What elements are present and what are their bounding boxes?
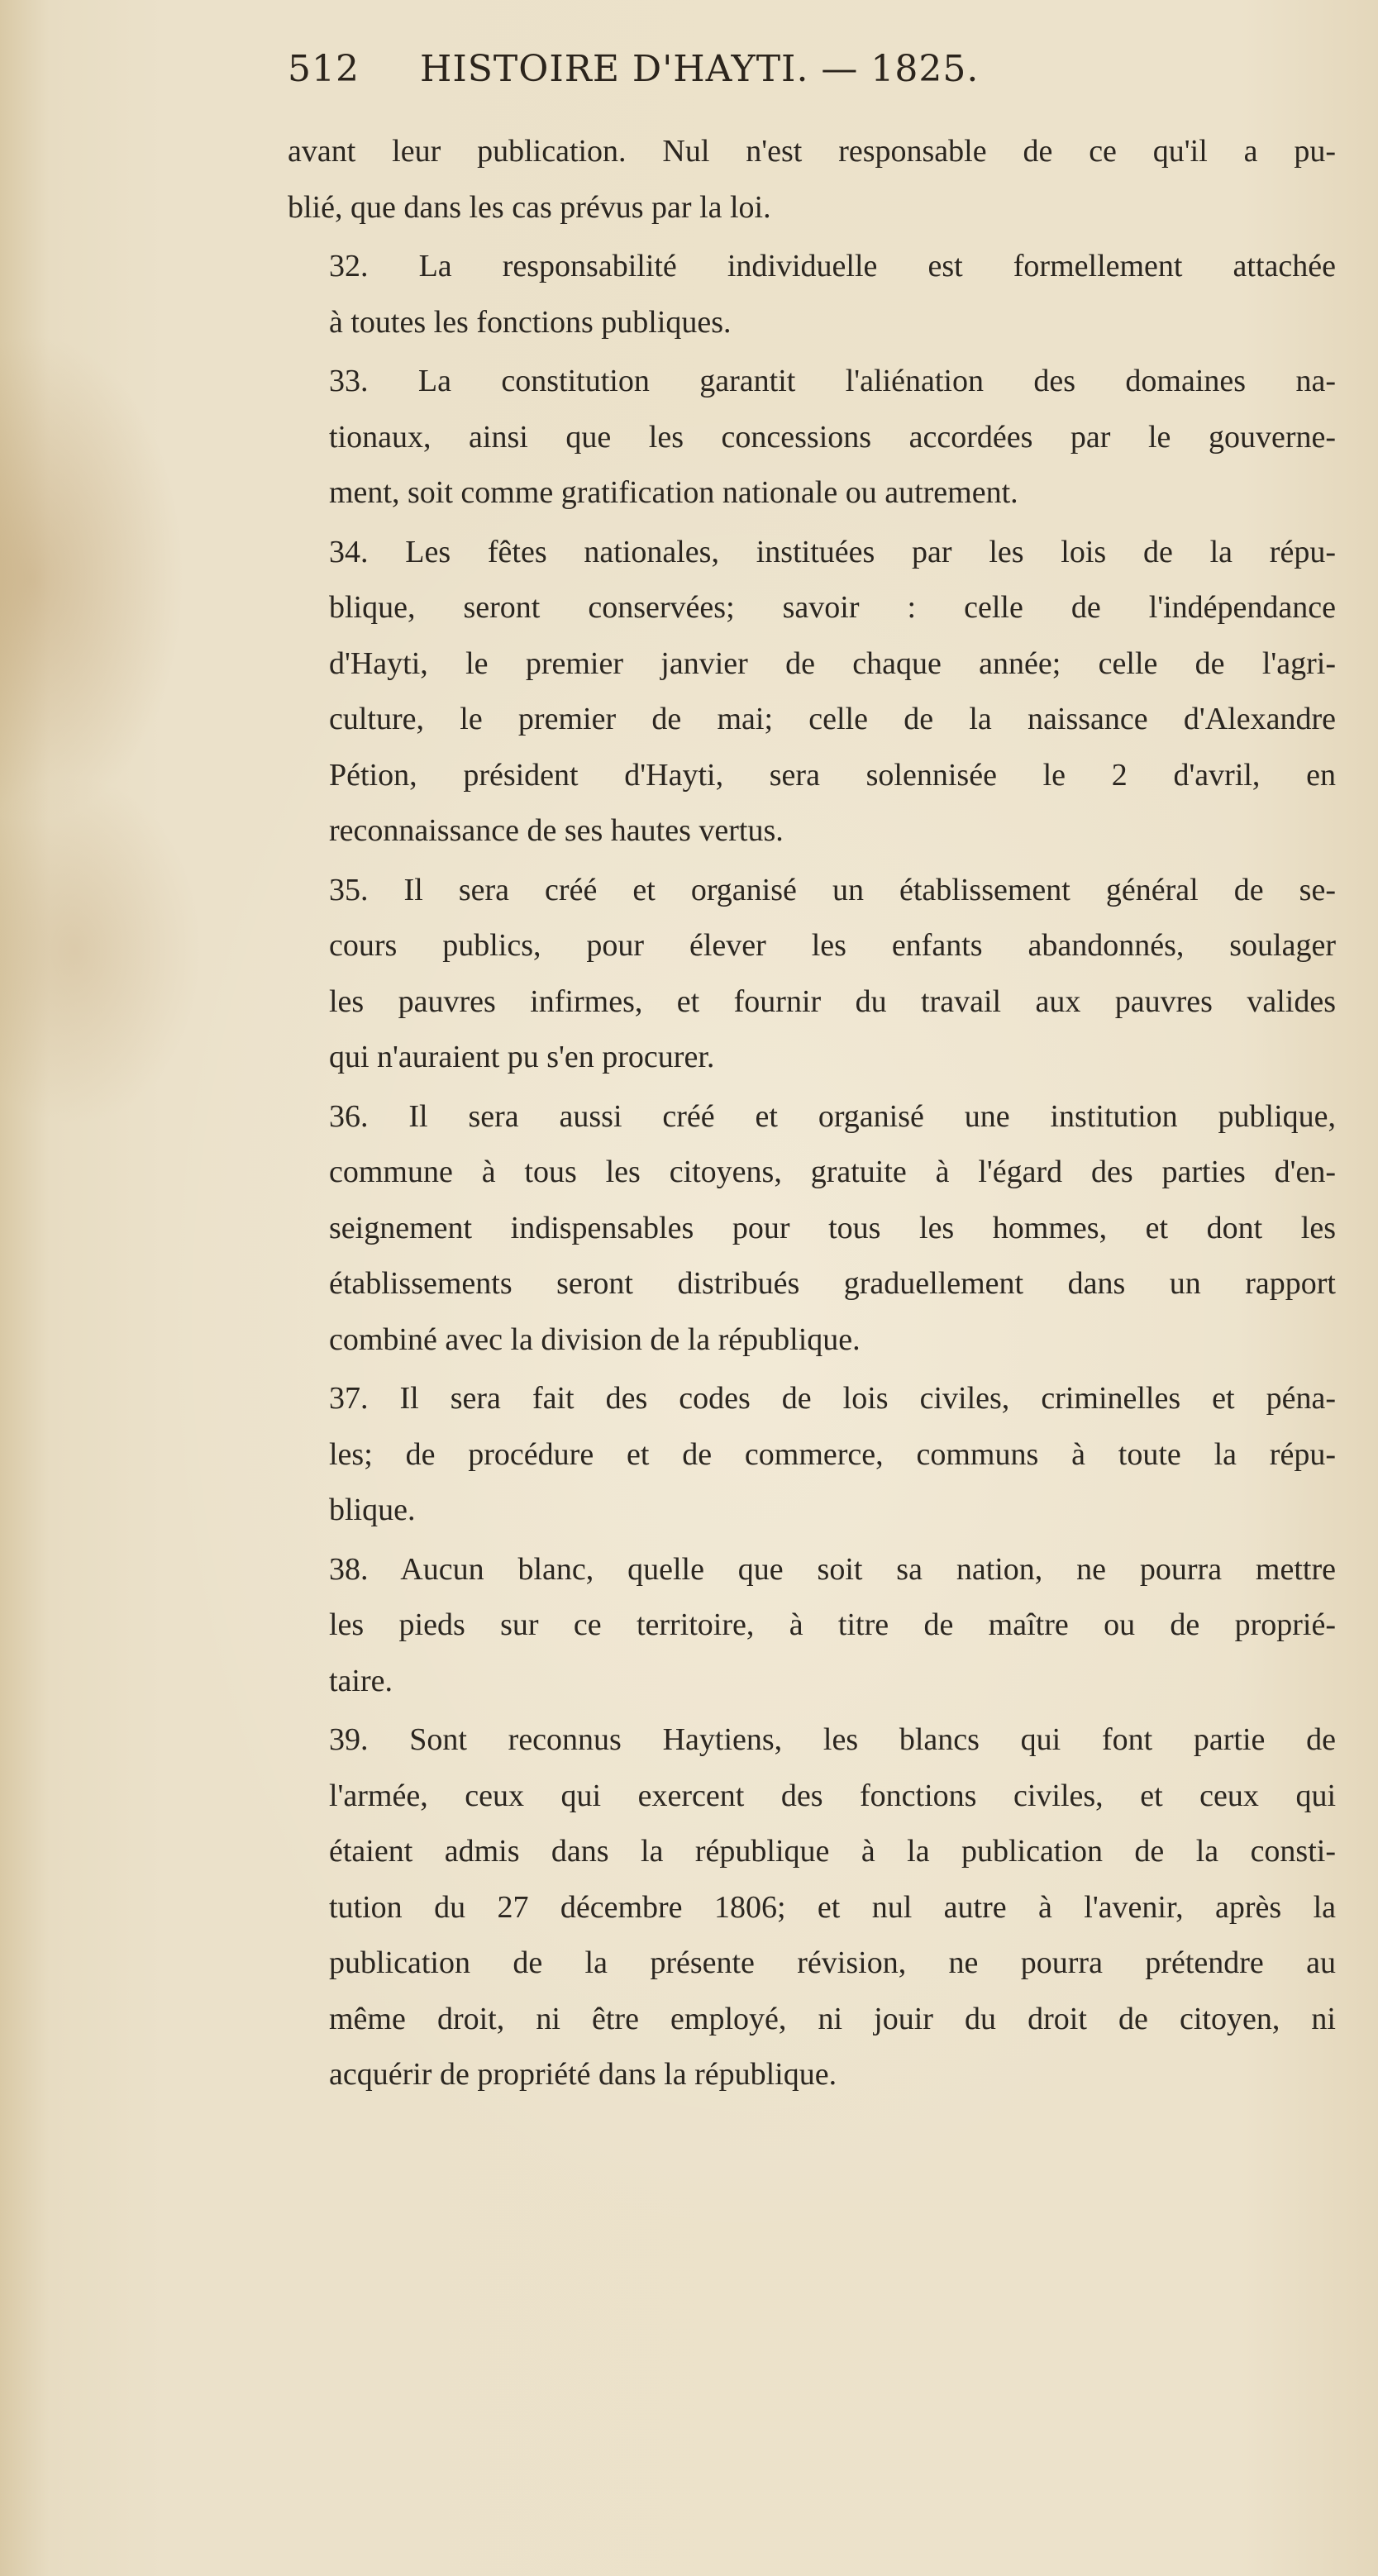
paragraph-continuation xyxy=(288,124,1336,236)
text-line: les pauvres infirmes, et fournir du travail aux pauvres valides xyxy=(329,983,1336,1019)
text-line: l'armée, ceux qui exercent des fonctions civiles, et ceux qui xyxy=(329,1778,1336,1813)
text-line: Pétion, président d'Hayti, sera solennisée le 2 d'avril, en xyxy=(329,757,1336,793)
text-line: établissements seront distribués graduellement dans un rapport xyxy=(329,1266,1336,1301)
text-line: tionaux, ainsi que les concessions accordées par le gouverne- xyxy=(329,419,1336,455)
text-line: seignement indispensables pour tous les hommes, et dont les xyxy=(329,1210,1336,1245)
text-line: qui n'auraient pu s'en procurer. xyxy=(329,1040,715,1074)
text-line: cours publics, pour élever les enfants abandonnés, soulager xyxy=(329,928,1336,963)
text-line: 39. Sont reconnus Haytiens, les blancs qui font partie de xyxy=(329,1722,1336,1757)
article-34 xyxy=(288,525,1336,859)
text-line: 35. Il sera créé et organisé un établissement général de se- xyxy=(329,872,1336,907)
text-line: reconnaissance de ses hautes vertus. xyxy=(329,813,784,848)
text-line: 32. La responsabilité individuelle est formellement attachée xyxy=(329,249,1336,283)
text-line: taire. xyxy=(329,1663,393,1698)
text-line: les pieds sur ce territoire, à titre de maître ou de proprié- xyxy=(329,1607,1336,1642)
article-36 xyxy=(288,1089,1336,1369)
article-33 xyxy=(288,354,1336,521)
article-38 xyxy=(288,1542,1336,1710)
text-line: ment, soit comme gratification nationale ou autrement. xyxy=(329,475,1018,510)
article-35 xyxy=(288,863,1336,1086)
text-line: d'Hayti, le premier janvier de chaque année; celle de l'agri- xyxy=(329,645,1336,681)
text-line: les; de procédure et de commerce, communs à toute la répu- xyxy=(329,1436,1336,1472)
text-line: blié, que dans les cas prévus par la loi. xyxy=(288,189,771,225)
article-37 xyxy=(288,1371,1336,1539)
text-line: commune à tous les citoyens, gratuite à l'égard des parties d'en- xyxy=(329,1155,1336,1189)
text-line: à toutes les fonctions publiques. xyxy=(329,304,732,340)
text-line: blique, seront conservées; savoir : celle de l'indépendance xyxy=(329,590,1336,625)
text-line: 37. Il sera fait des codes de lois civiles, criminelles et péna- xyxy=(329,1381,1336,1416)
text-line: publication de la présente révision, ne pourra prétendre au xyxy=(329,1945,1336,1980)
body-text xyxy=(288,124,1336,2103)
text-line: combiné avec la division de la république. xyxy=(329,1321,861,1357)
text-line: tution du 27 décembre 1806; et nul autre à l'avenir, après la xyxy=(329,1889,1336,1925)
text-line: acquérir de propriété dans la république. xyxy=(329,2057,837,2092)
text-line: avant leur publication. Nul n'est responsable de ce qu'il a pu- xyxy=(288,134,1336,169)
text-line: 33. La constitution garantit l'aliénation des domaines na- xyxy=(329,364,1336,398)
text-line: 34. Les fêtes nationales, instituées par les lois de la répu- xyxy=(329,534,1336,569)
article-32 xyxy=(288,239,1336,350)
running-head xyxy=(288,48,1238,114)
running-title: HISTOIRE D'HAYTI. — 1825. xyxy=(420,48,980,90)
article-39 xyxy=(288,1712,1336,2103)
text-line: 36. Il sera aussi créé et organisé une institution publique, xyxy=(329,1098,1336,1134)
text-line: étaient admis dans la république à la publication de la consti- xyxy=(329,1834,1336,1869)
text-line: 38. Aucun blanc, quelle que soit sa nation, ne pourra mettre xyxy=(329,1551,1336,1587)
text-line: même droit, ni être employé, ni jouir du droit de citoyen, ni xyxy=(329,2001,1336,2036)
text-line: blique. xyxy=(329,1493,416,1527)
text-line: culture, le premier de mai; celle de la naissance d'Alexandre xyxy=(329,702,1336,736)
page-number: 512 xyxy=(288,48,360,90)
